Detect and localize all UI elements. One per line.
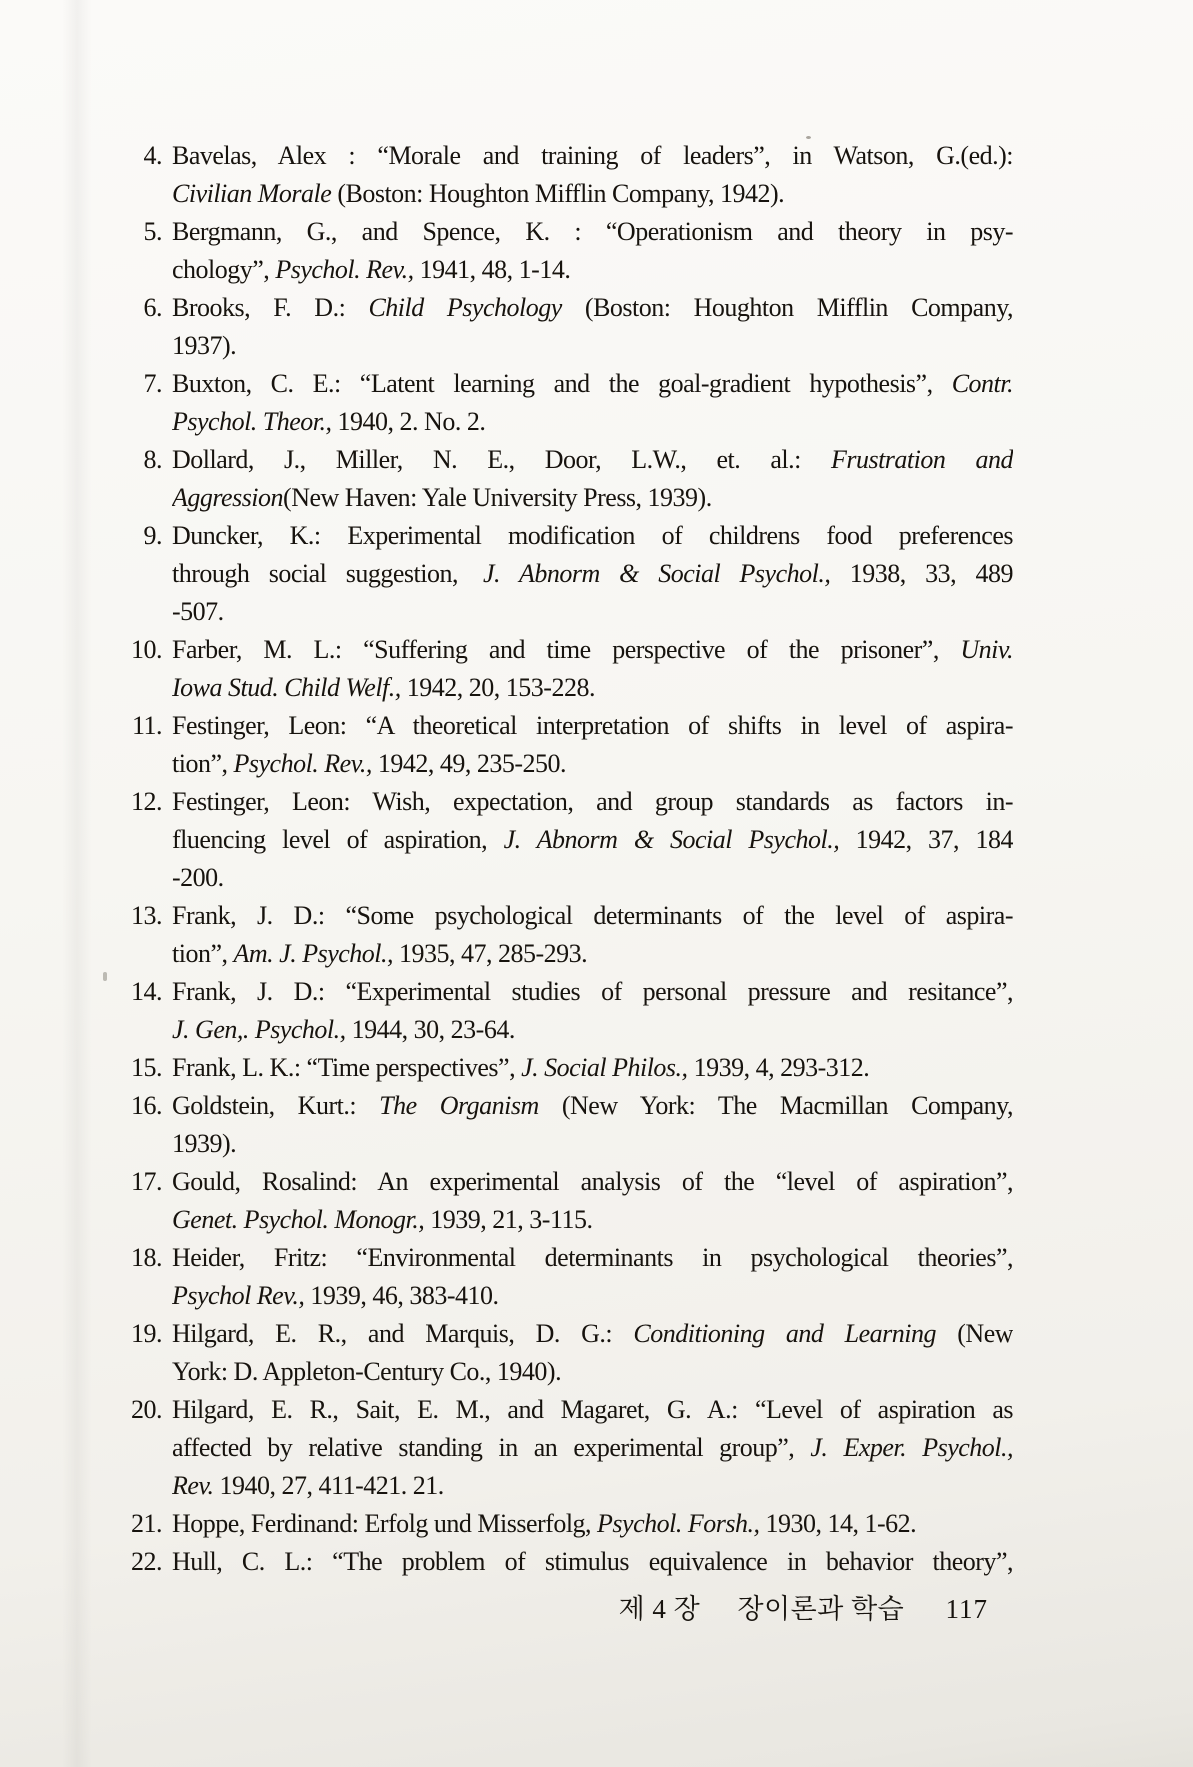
reference-segment: Hoppe, Ferdinand: Erfolg und Misserfolg,	[172, 1509, 598, 1538]
reference-segment: 1944, 30, 23-64.	[345, 1015, 515, 1044]
reference-segment: tion”,	[172, 939, 234, 968]
reference-line	[172, 1125, 1013, 1163]
reference-segment: Frank, J. D.: “Experimental studies of personal pressure and resitance”,	[172, 977, 1013, 1006]
page-footer	[98, 1590, 988, 1628]
reference-item	[98, 1049, 1015, 1087]
reference-segment: 1942, 49, 235-250.	[371, 749, 567, 778]
reference-segment: chology”,	[172, 255, 276, 284]
reference-segment: (Boston: Houghton Mifflin Company,	[561, 293, 1013, 322]
reference-number: 7.	[143, 369, 162, 398]
reference-item	[98, 783, 1015, 897]
reference-line	[172, 669, 1013, 707]
reference-segment-italic: Civilian Morale	[172, 179, 332, 208]
reference-line	[172, 1467, 1013, 1505]
reference-item	[98, 897, 1015, 973]
reference-line	[172, 1505, 1013, 1543]
reference-line	[172, 403, 1013, 441]
reference-line	[172, 479, 1013, 517]
reference-segment-italic: J. Abnorm & Social Psychol.,	[483, 559, 831, 588]
reference-segment: 1942, 37, 184	[839, 825, 1013, 854]
reference-body	[172, 1391, 1013, 1505]
scan-speck	[103, 972, 107, 981]
reference-segment: 1935, 47, 285-293.	[393, 939, 588, 968]
reference-line	[172, 1353, 1013, 1391]
reference-segment-italic: Psychol. Theor.,	[172, 407, 332, 436]
reference-segment-italic: Psychol. Forsh.,	[597, 1509, 760, 1538]
reference-body	[172, 783, 1013, 897]
reference-body	[172, 289, 1013, 365]
reference-line	[172, 1239, 1013, 1277]
reference-number: 11.	[131, 711, 162, 740]
reference-segment: 1940, 2. No. 2.	[331, 407, 486, 436]
reference-segment: 1939, 21, 3-115.	[424, 1205, 593, 1234]
reference-segment: -200.	[172, 863, 224, 892]
reference-line	[172, 1429, 1013, 1467]
reference-line	[172, 441, 1013, 479]
reference-line	[172, 213, 1013, 251]
reference-line	[172, 1163, 1013, 1201]
reference-segment: 1941, 48, 1-14.	[413, 255, 571, 284]
reference-segment: affected by relative standing in an experimental group”,	[172, 1433, 811, 1462]
reference-segment-italic: Child Psychology	[368, 293, 562, 322]
reference-segment: Bergmann, G., and Spence, K. : “Operationism and theory in psy-	[172, 217, 1013, 246]
reference-number: 9.	[143, 521, 162, 550]
reference-item	[98, 1391, 1015, 1505]
reference-segment: fluencing level of aspiration,	[172, 825, 504, 854]
reference-body	[172, 1049, 1013, 1087]
reference-segment: 1940, 27, 411-421. 21.	[213, 1471, 444, 1500]
reference-segment-italic: Am. J. Psychol.,	[233, 939, 394, 968]
reference-line	[172, 783, 1013, 821]
reference-segment: -507.	[172, 597, 224, 626]
reference-segment: Buxton, C. E.: “Latent learning and the goal-gradient hypothesis”,	[172, 369, 952, 398]
scan-speck	[806, 136, 811, 139]
reference-item	[98, 631, 1015, 707]
reference-segment: 1937).	[172, 331, 237, 360]
reference-segment: 1938, 33, 489	[830, 559, 1013, 588]
reference-line	[172, 1315, 1013, 1353]
reference-segment: Gould, Rosalind: An experimental analysis of the “level of aspiration”,	[172, 1167, 1013, 1196]
reference-segment-italic: Rev.	[172, 1471, 214, 1500]
reference-segment: Duncker, K.: Experimental modification of childrens food preferences	[172, 521, 1013, 550]
reference-segment: Farber, M. L.: “Suffering and time perspective of the prisoner”,	[172, 635, 961, 664]
reference-body	[172, 1239, 1013, 1315]
reference-line	[172, 821, 1013, 859]
reference-number: 8.	[143, 445, 162, 474]
reference-number: 22.	[131, 1547, 162, 1576]
reference-number: 15.	[131, 1053, 162, 1082]
reference-line	[172, 1543, 1013, 1581]
reference-line	[172, 897, 1013, 935]
reference-number: 21.	[131, 1509, 162, 1538]
reference-segment-italic: Contr.	[951, 369, 1013, 398]
reference-segment: 1942, 20, 153-228.	[400, 673, 595, 702]
reference-number: 5.	[143, 217, 162, 246]
reference-item	[98, 707, 1015, 783]
reference-segment-italic: J. Gen,. Psychol.,	[172, 1015, 346, 1044]
page-number: 117	[945, 1594, 988, 1624]
reference-segment-italic: Iowa Stud. Child Welf.,	[172, 673, 401, 702]
reference-item	[98, 1239, 1015, 1315]
reference-segment-italic: The Organism	[379, 1091, 539, 1120]
reference-line	[172, 175, 1013, 213]
reference-segment: 1939, 46, 383-410.	[304, 1281, 499, 1310]
reference-segment: 1939, 4, 293-312.	[687, 1053, 870, 1082]
reference-segment: Hull, C. L.: “The problem of stimulus equivalence in behavior theory”,	[172, 1547, 1013, 1576]
reference-line	[172, 327, 1013, 365]
reference-segment: Festinger, Leon: Wish, expectation, and group standards as factors in-	[172, 787, 1013, 816]
reference-body	[172, 213, 1013, 289]
reference-number: 12.	[131, 787, 162, 816]
reference-line	[172, 1391, 1013, 1429]
reference-segment: Dollard, J., Miller, N. E., Door, L.W., et. al.:	[172, 445, 831, 474]
reference-body	[172, 441, 1013, 517]
reference-item	[98, 1087, 1015, 1163]
reference-segment: Festinger, Leon: “A theoretical interpretation of shifts in level of aspira-	[172, 711, 1013, 740]
reference-segment-italic: Psychol Rev.,	[172, 1281, 305, 1310]
reference-segment: Frank, J. D.: “Some psychological determinants of the level of aspira-	[172, 901, 1013, 930]
reference-segment: tion”,	[172, 749, 234, 778]
reference-segment: through social suggestion,	[172, 559, 483, 588]
reference-line	[172, 289, 1013, 327]
reference-body	[172, 1543, 1013, 1581]
reference-number: 14.	[131, 977, 162, 1006]
reference-line	[172, 745, 1013, 783]
reference-number: 18.	[131, 1243, 162, 1272]
reference-segment: (New	[936, 1319, 1013, 1348]
reference-item	[98, 1543, 1015, 1581]
reference-number: 10.	[131, 635, 162, 664]
reference-segment: Heider, Fritz: “Environmental determinants in psychological theories”,	[172, 1243, 1013, 1272]
reference-segment: 1939).	[172, 1129, 237, 1158]
reference-segment: (New York: The Macmillan Company,	[538, 1091, 1013, 1120]
reference-line	[172, 1201, 1013, 1239]
reference-segment: Goldstein, Kurt.:	[172, 1091, 380, 1120]
reference-body	[172, 707, 1013, 783]
reference-line	[172, 973, 1013, 1011]
reference-number: 16.	[131, 1091, 162, 1120]
reference-segment-italic: Psychol. Rev.,	[233, 749, 372, 778]
reference-line	[172, 555, 1013, 593]
reference-number: 20.	[131, 1395, 162, 1424]
reference-body	[172, 973, 1013, 1049]
reference-number: 17.	[131, 1167, 162, 1196]
reference-item	[98, 517, 1015, 631]
reference-segment-italic: Univ.	[960, 635, 1013, 664]
reference-body	[172, 1505, 1013, 1543]
reference-segment: (New Haven: Yale University Press, 1939).	[283, 483, 712, 512]
reference-number: 6.	[143, 293, 162, 322]
chapter-title: 장이론과 학습	[737, 1594, 905, 1624]
reference-line	[172, 593, 1013, 631]
reference-line	[172, 859, 1013, 897]
reference-segment: York: D. Appleton-Century Co., 1940).	[172, 1357, 562, 1386]
reference-body	[172, 365, 1013, 441]
reference-item	[98, 365, 1015, 441]
reference-segment-italic: J. Social Philos.,	[521, 1053, 688, 1082]
reference-body	[172, 1087, 1013, 1163]
reference-body	[172, 1163, 1013, 1239]
reference-line	[172, 251, 1013, 289]
reference-segment: 1930, 14, 1-62.	[759, 1509, 917, 1538]
reference-line	[172, 1049, 1013, 1087]
reference-segment-italic: J. Abnorm & Social Psychol.,	[503, 825, 840, 854]
reference-segment-italic: Conditioning and Learning	[633, 1319, 936, 1348]
reference-number: 19.	[131, 1319, 162, 1348]
chapter-label: 제 4 장	[618, 1594, 701, 1624]
reference-item	[98, 1163, 1015, 1239]
reference-segment-italic: Genet. Psychol. Monogr.,	[172, 1205, 425, 1234]
reference-segment-italic: J. Exper. Psychol.,	[810, 1433, 1013, 1462]
reference-line	[172, 631, 1013, 669]
reference-segment: Brooks, F. D.:	[172, 293, 369, 322]
reference-body	[172, 137, 1013, 213]
reference-line	[172, 365, 1013, 403]
reference-number: 4.	[143, 141, 162, 170]
reference-segment: Bavelas, Alex : “Morale and training of leaders”, in Watson, G.(ed.):	[172, 141, 1013, 170]
reference-item	[98, 441, 1015, 517]
reference-item	[98, 213, 1015, 289]
reference-item	[98, 289, 1015, 365]
reference-body	[172, 897, 1013, 973]
reference-segment: Frank, L. K.: “Time perspectives”,	[172, 1053, 522, 1082]
reference-list	[98, 137, 1015, 1581]
reference-body	[172, 517, 1013, 631]
reference-line	[172, 1087, 1013, 1125]
reference-segment: Hilgard, E. R., Sait, E. M., and Magaret, G. A.: “Level of aspiration as	[172, 1395, 1013, 1424]
reference-item	[98, 137, 1015, 213]
reference-segment-italic: Frustration and	[830, 445, 1013, 474]
reference-line	[172, 1277, 1013, 1315]
reference-line	[172, 517, 1013, 555]
reference-segment: Hilgard, E. R., and Marquis, D. G.:	[172, 1319, 634, 1348]
reference-item	[98, 1315, 1015, 1391]
reference-item	[98, 973, 1015, 1049]
reference-segment-italic: Aggression	[172, 483, 284, 512]
reference-line	[172, 137, 1013, 175]
reference-number: 13.	[131, 901, 162, 930]
reference-line	[172, 1011, 1013, 1049]
reference-line	[172, 707, 1013, 745]
reference-segment: (Boston: Houghton Mifflin Company, 1942).	[331, 179, 785, 208]
reference-item	[98, 1505, 1015, 1543]
reference-line	[172, 935, 1013, 973]
reference-segment-italic: Psychol. Rev.,	[275, 255, 414, 284]
reference-body	[172, 1315, 1013, 1391]
reference-body	[172, 631, 1013, 707]
